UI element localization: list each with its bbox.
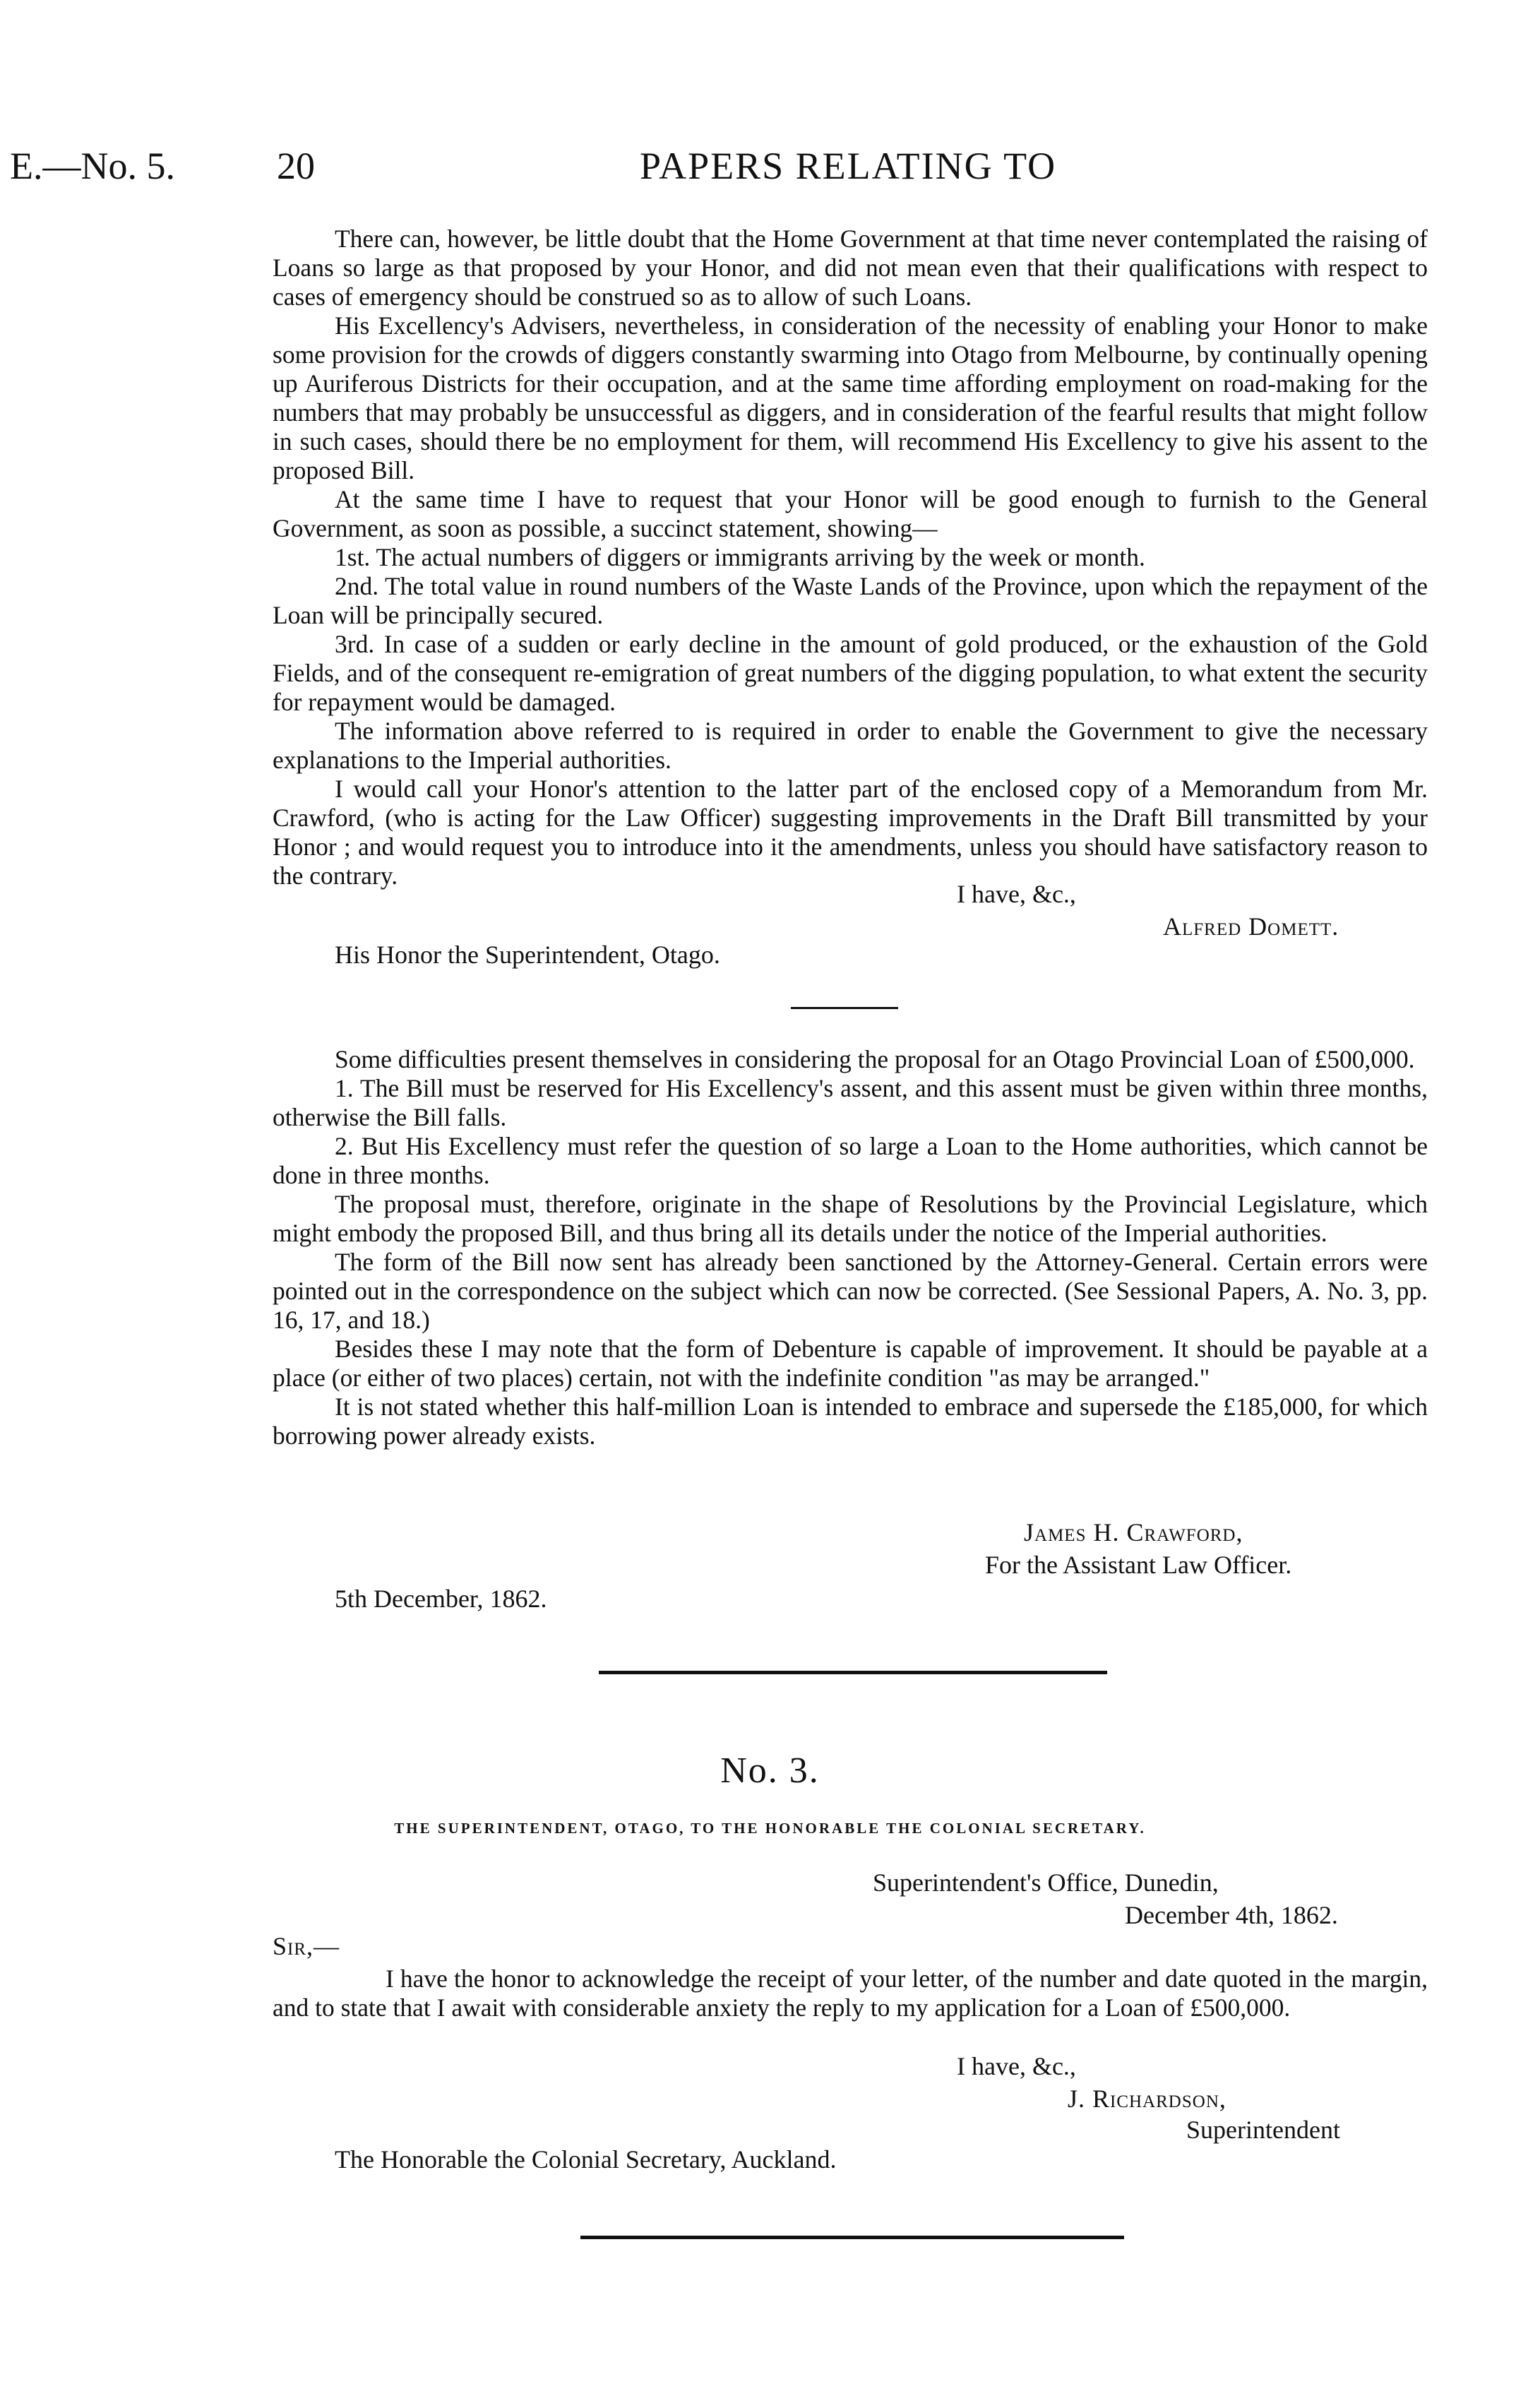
paragraph: Besides these I may note that the form of Debenture is capable of improvement. It should be payable at a place (or either of two places) certain, not with the indefinite condition "as may be arranged.": [273, 1335, 1428, 1392]
letter-body: [273, 1964, 1428, 2022]
paragraph: 1. The Bill must be reserved for His Excellency's assent, and this assent must be given within three months, otherwise the Bill falls.: [273, 1074, 1428, 1131]
section-subheading: THE SUPERINTENDENT, OTAGO, TO THE HONORABLE THE COLONIAL SECRETARY.: [394, 1820, 1146, 1837]
closing: I have, &c.,: [957, 880, 1076, 908]
paragraph: It is not stated whether this half-million Loan is intended to embrace and supersede the £185,000, for which borrowing power already exists.: [273, 1393, 1428, 1450]
signature: J. Richardson,: [1068, 2085, 1226, 2113]
paragraph: At the same time I have to request that your Honor will be good enough to furnish to the General Government, as soon as possible, a succinct statement, showing—: [273, 485, 1428, 542]
paragraph: 2nd. The total value in round numbers of the Waste Lands of the Province, upon which the repayment of the Loan will be principally secured.: [273, 572, 1428, 629]
paragraph: 2. But His Excellency must refer the question of so large a Loan to the Home authorities, which cannot be done in three months.: [273, 1132, 1428, 1189]
page-number: 20: [277, 145, 315, 187]
addressee: His Honor the Superintendent, Otago.: [335, 941, 720, 969]
section-rule: [580, 2236, 1124, 2239]
paragraph: The information above referred to is required in order to enable the Government to give the necessary explanations to the Imperial authorities.: [273, 717, 1428, 774]
section-heading: No. 3.: [720, 1751, 820, 1791]
memo-body: [273, 1045, 1428, 1450]
section-rule: [599, 1671, 1107, 1674]
paragraph: 3rd. In case of a sudden or early decline in the amount of gold produced, or the exhaustion of the Gold Fields, and of the consequent re-emigration of great numbers of the digging population, to what extent the security for repayment would be damaged.: [273, 630, 1428, 716]
series-number: E.—No. 5.: [10, 145, 175, 187]
paragraph: I have the honor to acknowledge the receipt of your letter, of the number and date quoted in the margin, and to state that I await with considerable anxiety the reply to my application for a Loan of £500,000.: [273, 1964, 1428, 2022]
paragraph: There can, however, be little doubt that the Home Government at that time never contemplated the raising of Loans so large as that proposed by your Honor, and did not mean even that their qualifications with respect to cases of emergency should be construed so as to allow of such Loans.: [273, 225, 1428, 311]
letter-body: [273, 225, 1428, 890]
paragraph: The form of the Bill now sent has already been sanctioned by the Attorney-General. Certain errors were pointed out in the correspondence on the subject which can now be corrected. (See Sessional Papers, A. No. 3, pp. 16, 17, and 18.): [273, 1248, 1428, 1334]
paragraph: 1st. The actual numbers of diggers or immigrants arriving by the week or month.: [335, 543, 1145, 571]
running-title: PAPERS RELATING TO: [640, 145, 1057, 187]
signature: James H. Crawford,: [1024, 1518, 1243, 1546]
signature: Alfred Domett.: [1163, 912, 1339, 941]
signature-title: Superintendent: [1186, 2116, 1340, 2144]
signature-title: For the Assistant Law Officer.: [985, 1551, 1292, 1579]
date-line: December 4th, 1862.: [1125, 1901, 1338, 1929]
paragraph: His Excellency's Advisers, nevertheless, in consideration of the necessity of enabling your Honor to make some provision for the crowds of diggers constantly swarming into Otago from Melbourne, by continually opening up Auriferous Districts for their occupation, and at the same time affording employment on road-making for the numbers that may probably be unsuccessful as diggers, and in consideration of the fearful results that might follow in such cases, should there be no employment for them, will recommend His Excellency to give his assent to the proposed Bill.: [273, 311, 1428, 484]
date-line: 5th December, 1862.: [335, 1585, 547, 1613]
office-line: Superintendent's Office, Dunedin,: [873, 1868, 1219, 1897]
paragraph: The proposal must, therefore, originate in the shape of Resolutions by the Provincial Legislature, which might embody the proposed Bill, and thus bring all its details under the notice of the Imperial authorities.: [273, 1190, 1428, 1247]
paragraph: Some difficulties present themselves in considering the proposal for an Otago Provincial Loan of £500,000.: [335, 1045, 1415, 1073]
closing: I have, &c.,: [957, 2052, 1076, 2080]
salutation: Sir,—: [273, 1932, 340, 1960]
addressee: The Honorable the Colonial Secretary, Auckland.: [335, 2145, 837, 2174]
separator-rule: [791, 1007, 898, 1009]
paragraph: I would call your Honor's attention to the latter part of the enclosed copy of a Memorandum from Mr. Crawford, (who is acting for the Law Officer) suggesting improvements in the Draft Bill transmitted by your Honor ; and would request you to introduce into it the amendments, unless you should have satisfactory reason to the contrary.: [273, 775, 1428, 890]
